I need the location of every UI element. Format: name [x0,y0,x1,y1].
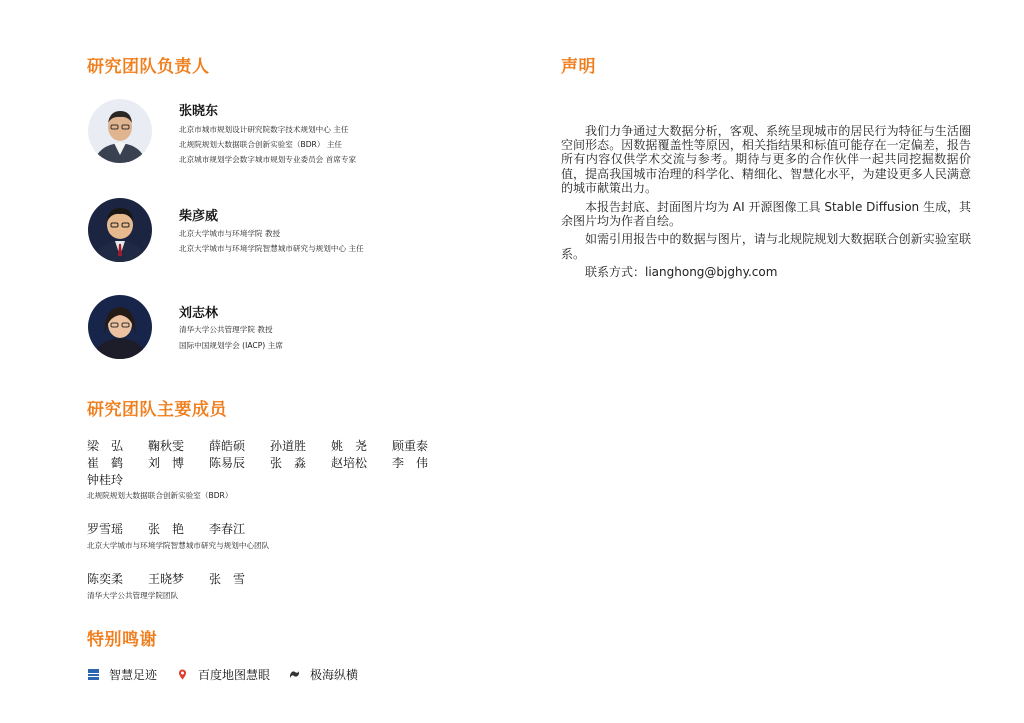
member-name: 陈奕柔 [87,572,124,586]
leader-avatar [88,99,152,163]
thanks-heading: 特别鸣谢 [87,630,157,650]
leaders-heading: 研究团队负责人 [87,57,210,77]
member-name: 姚 尧 [331,439,368,453]
member-name: 陈易辰 [209,456,246,470]
thanks-label: 智慧足迹 [109,668,158,682]
thanks-item [289,666,358,683]
member-name: 张 淼 [270,456,307,470]
leader-name: 张晓东 [179,104,219,119]
leader-role: 北京市城市规划设计研究院数字技术规划中心 主任 [179,125,349,134]
member-name: 王晓梦 [148,572,185,586]
member-name: 梁 弘 [87,439,124,453]
leader-card [88,198,508,268]
thanks-item [177,666,270,683]
zhihui-zuji-logo-icon [88,669,99,680]
statement-heading: 声明 [561,57,596,77]
member-name: 李春江 [209,522,246,536]
member-name: 李 伟 [392,456,429,470]
leader-role: 清华大学公共管理学院 教授 [179,325,273,334]
member-name: 赵培松 [331,456,368,470]
leader-card [88,295,508,365]
leader-role: 北京大学城市与环境学院 教授 [179,229,281,238]
member-org: 北规院规划大数据联合创新实验室（BDR） [87,491,233,500]
statement-paragraph: 我们力争通过大数据分析，客观、系统呈现城市的居民行为特征与生活圈空间形态。因数据覆盖性等原因，相关指结果和标值可能存在一定偏差，报告所有内容仅供学术交流与参考。期待与更多的合作伙伴一起共同挖掘数据价值，提高我国城市治理的科学化、精细化、智慧化水平，为建设更多人民满意的城市献策出力。 [561,124,971,195]
statement-paragraph: 如需引用报告中的数据与图片，请与北规院规划大数据联合创新实验室联系。 [561,232,971,261]
leader-avatar [88,198,152,262]
member-name: 崔 鹤 [87,456,124,470]
member-name: 张 艳 [148,522,185,536]
leader-avatar [88,295,152,359]
leader-role: 北规院规划大数据联合创新实验室（BDR） 主任 [179,140,343,149]
member-name: 张 雪 [209,572,246,586]
leader-role: 北京大学城市与环境学院智慧城市研究与规划中心 主任 [179,244,364,253]
member-name: 钟桂玲 [87,473,124,487]
member-name: 刘 博 [148,456,185,470]
member-org: 清华大学公共管理学院团队 [87,591,179,600]
thanks-item [88,666,157,683]
members-heading: 研究团队主要成员 [87,400,227,420]
member-name: 孙道胜 [270,439,307,453]
leader-role: 北京城市规划学会数字城市规划专业委员会 首席专家 [179,155,357,164]
thanks-label: 百度地图慧眼 [198,668,271,682]
member-org: 北京大学城市与环境学院智慧城市研究与规划中心团队 [87,541,270,550]
thanks-label: 极海纵横 [310,668,359,682]
leader-name: 刘志林 [179,306,219,321]
baidu-map-pin-icon [177,669,188,680]
leader-card [88,99,508,169]
contact-line: 联系方式：lianghong@bjghy.com [585,265,778,280]
leader-role: 国际中国规划学会 (IACP) 主席 [179,341,283,350]
statement-paragraph: 本报告封底、封面图片均为 AI 开源图像工具 Stable Diffusion 生成，其余图片均为作者自绘。 [561,199,971,228]
statement-body [561,124,971,284]
leader-name: 柴彦威 [179,209,219,224]
jihai-logo-icon [289,669,300,680]
member-name: 顾重泰 [392,439,429,453]
member-name: 鞠秋雯 [148,439,185,453]
member-name: 薛皓硕 [209,439,246,453]
member-name: 罗雪瑶 [87,522,124,536]
